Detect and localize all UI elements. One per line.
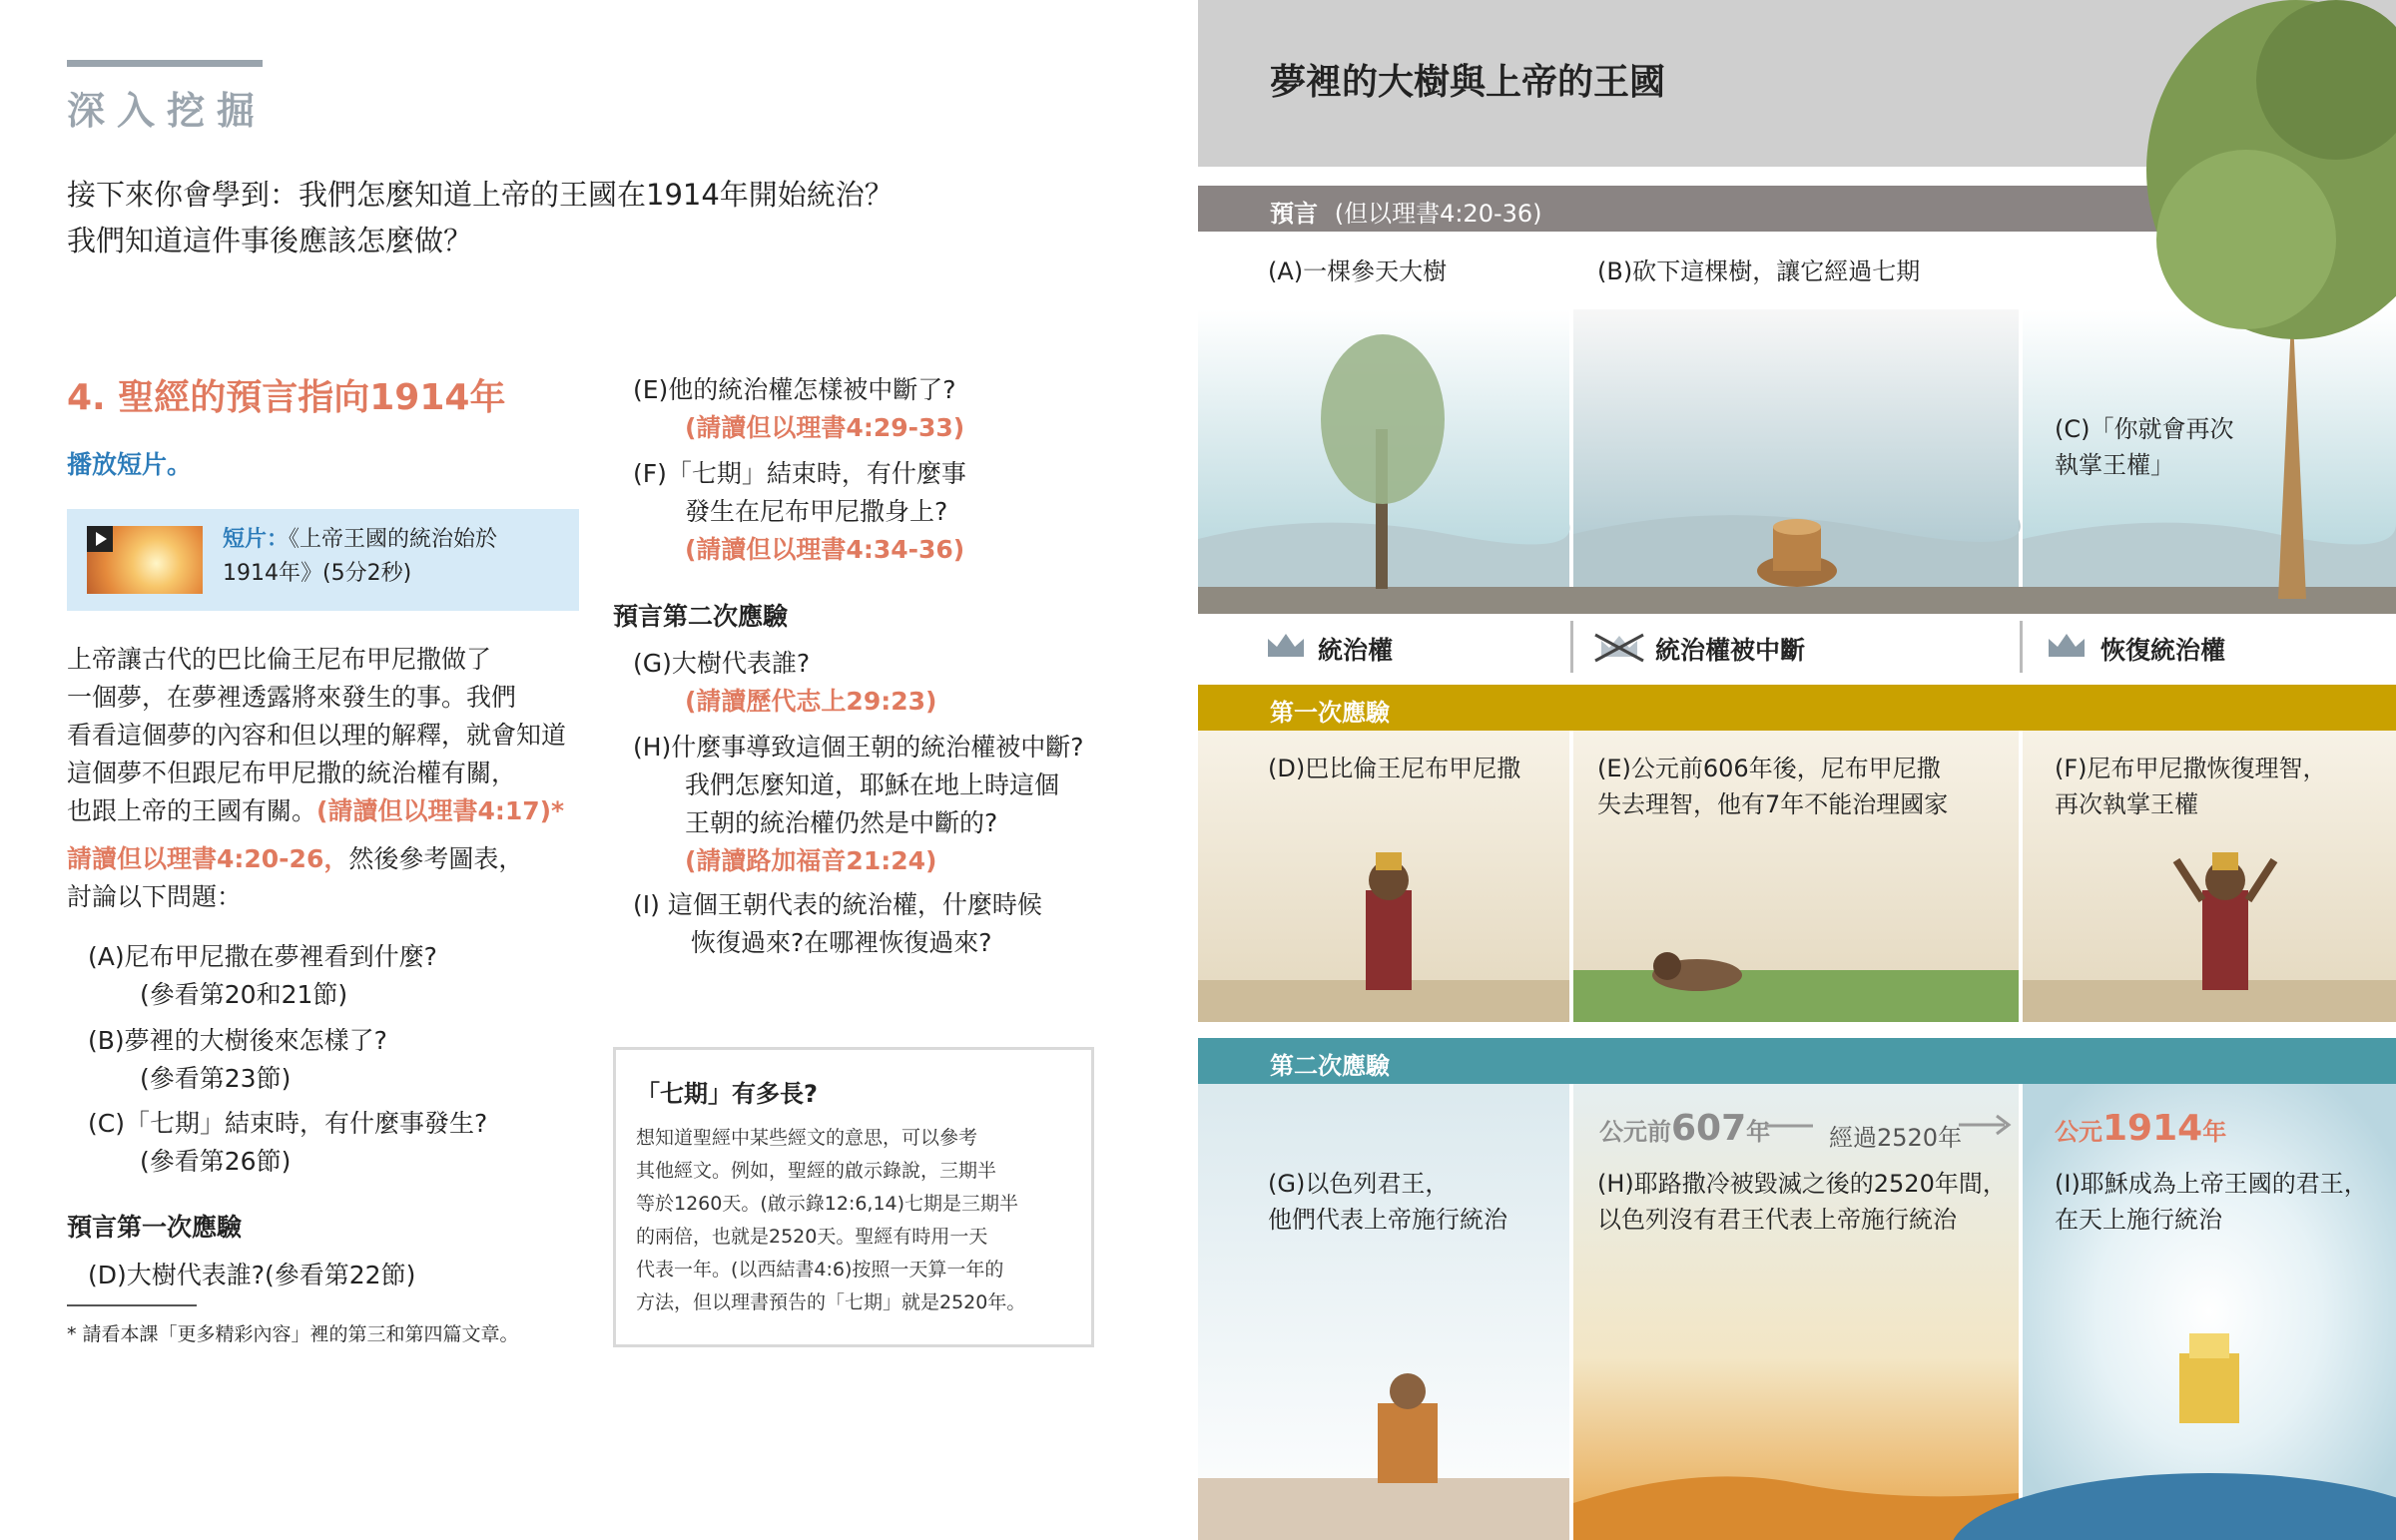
question-text: (E)他的統治權怎樣被中斷了? bbox=[633, 375, 956, 404]
question-text: (I) 這個王朝代表的統治權，什麼時候 bbox=[633, 890, 1042, 919]
years-2520-label: 經過2520年 bbox=[1829, 1124, 1963, 1152]
box-line: 等於1260天。(啟示錄12:6,14)七期是三期半 bbox=[636, 1193, 1019, 1215]
interrupted-label: 統治權被中斷 bbox=[1655, 636, 1806, 665]
question-f bbox=[633, 455, 966, 569]
caption-line: (F)尼布甲尼撒恢復理智， bbox=[2055, 755, 2327, 782]
section-rule bbox=[67, 60, 263, 67]
king-figure bbox=[1366, 852, 1412, 990]
second-fulfilment-illustrations bbox=[1198, 1084, 2396, 1540]
question-text: (B)夢裡的大樹後來怎樣了? bbox=[88, 1026, 387, 1055]
question-hint: (參看第23節) bbox=[140, 1064, 292, 1093]
question-i bbox=[633, 886, 1042, 962]
second-fulfilment-heading: 預言第二次應驗 bbox=[613, 602, 789, 631]
box-title: 「七期」有多長? bbox=[636, 1080, 818, 1108]
year-607-label bbox=[1599, 1108, 1770, 1149]
question-e bbox=[633, 371, 964, 447]
caption-line: (H)耶路撒冷被毀滅之後的2520年間， bbox=[1597, 1170, 2007, 1198]
year-suffix: 年 bbox=[2202, 1118, 2227, 1146]
caption-i bbox=[2055, 1166, 2368, 1238]
question-text: (C)「七期」結束時，有什麼事發生? bbox=[88, 1109, 488, 1138]
body-line: 這個夢不但跟尼布甲尼撒的統治權有關， bbox=[67, 759, 517, 787]
crown-icon bbox=[1266, 631, 1306, 661]
caption-line: 他們代表上帝施行統治 bbox=[1268, 1206, 1507, 1234]
question-hint: (參看第20和21節) bbox=[140, 980, 348, 1009]
scripture-ref[interactable]: (請讀歷代志上29:23) bbox=[685, 687, 937, 716]
body-line: 然後參考圖表， bbox=[348, 844, 524, 873]
video-title: 《上帝王國的統治始於 bbox=[289, 527, 498, 552]
intro-line: 接下來你會學到：我們怎麼知道上帝的王國在1914年開始統治？ bbox=[67, 178, 894, 212]
band-label: 第二次應驗 bbox=[1270, 1052, 1390, 1080]
caption-e bbox=[1597, 751, 1948, 822]
divider bbox=[1570, 621, 1573, 673]
body-line: 一個夢，在夢裡透露將來發生的事。我們 bbox=[67, 683, 517, 712]
box-line: 想知道聖經中某些經文的意思，可以參考 bbox=[636, 1127, 978, 1149]
play-icon[interactable] bbox=[87, 526, 113, 552]
question-text: 我們怎麼知道，耶穌在地上時這個 bbox=[685, 770, 1060, 799]
caption-line: 再次執掌王權 bbox=[2055, 790, 2198, 818]
caption-line: 失去理智，他有7年不能治理國家 bbox=[1597, 790, 1949, 818]
question-d: (D)大樹代表誰?(參看第22節) bbox=[88, 1261, 416, 1289]
tree-canopy bbox=[2116, 0, 2396, 359]
body-line: 上帝讓古代的巴比倫王尼布甲尼撒做了 bbox=[67, 645, 492, 674]
body-paragraph bbox=[67, 641, 586, 916]
year-number: 1914 bbox=[2102, 1108, 2203, 1149]
play-instruction: 播放短片。 bbox=[67, 450, 193, 479]
caption-line: (I)耶穌成為上帝王國的君王， bbox=[2055, 1170, 2368, 1198]
broken-crown-icon bbox=[1593, 631, 1645, 663]
body-line: 看看這個夢的內容和但以理的解釋，就會知道 bbox=[67, 721, 567, 750]
caption-f bbox=[2055, 751, 2327, 822]
chart-title: 夢裡的大樹與上帝的王國 bbox=[1270, 62, 1666, 103]
question-text: 發生在尼布甲尼撒身上? bbox=[685, 497, 948, 526]
year-prefix: 公元前 bbox=[1599, 1118, 1671, 1146]
caption-line: (C)「你就會再次 bbox=[2055, 415, 2234, 443]
video-card[interactable] bbox=[67, 509, 579, 611]
caption-h bbox=[1597, 1166, 2007, 1238]
intro-text bbox=[67, 172, 894, 263]
caption-d: (D)巴比倫王尼布甲尼撒 bbox=[1268, 755, 1521, 782]
video-prefix: 短片： bbox=[223, 527, 290, 552]
question-text: 恢復過來?在哪裡恢復過來? bbox=[691, 928, 992, 957]
question-g bbox=[633, 645, 936, 721]
body-line: 討論以下問題： bbox=[67, 882, 243, 911]
footnote-rule bbox=[67, 1304, 197, 1306]
scripture-ref[interactable]: (請讀但以理書4:17)* bbox=[316, 796, 565, 825]
year-prefix: 公元 bbox=[2055, 1118, 2102, 1146]
caption-b: (B)砍下這棵樹，讓它經過七期 bbox=[1597, 257, 1921, 285]
arrow-right-icon bbox=[1959, 1114, 2013, 1136]
prophecy-label: 預言 (但以理書4:20-36) bbox=[1270, 200, 1542, 228]
year-number: 607 bbox=[1671, 1108, 1747, 1149]
question-text: 王朝的統治權仍然是中斷的? bbox=[685, 808, 998, 837]
question-b bbox=[88, 1022, 387, 1098]
body-line: 也跟上帝的王國有關。 bbox=[67, 796, 317, 825]
caption-line: 以色列沒有君王代表上帝施行統治 bbox=[1597, 1206, 1957, 1234]
prophecy-ref: (但以理書4:20-36) bbox=[1334, 200, 1542, 228]
question-hint: (參看第26節) bbox=[140, 1147, 292, 1176]
caption-line: (E)公元前606年後，尼布甲尼撒 bbox=[1597, 755, 1941, 782]
first-fulfilment-band bbox=[1198, 685, 2396, 731]
scripture-ref[interactable]: (請讀路加福音21:24) bbox=[685, 846, 937, 875]
right-page bbox=[1198, 0, 2396, 1540]
box-line: 的兩倍，也就是2520天。聖經有時用一天 bbox=[636, 1226, 988, 1248]
scripture-ref[interactable]: (請讀但以理書4:34-36) bbox=[685, 535, 965, 564]
divider bbox=[2020, 621, 2023, 673]
question-h bbox=[633, 729, 1084, 880]
box-line: 其他經文。例如，聖經的啟示錄說，三期半 bbox=[636, 1160, 997, 1182]
question-text: (A)尼布甲尼撒在夢裡看到什麼? bbox=[88, 942, 437, 971]
restored-label: 恢復統治權 bbox=[2100, 636, 2226, 665]
section-kicker: 深入挖掘 bbox=[67, 89, 268, 133]
question-text: (F)「七期」結束時，有什麼事 bbox=[633, 459, 966, 488]
caption-line: (G)以色列君王， bbox=[1268, 1170, 1450, 1198]
caption-line: 在天上施行統治 bbox=[2055, 1206, 2222, 1234]
video-label[interactable] bbox=[223, 523, 497, 591]
caption-line: 執掌王權」 bbox=[2055, 451, 2174, 479]
video-title-2: 1914年》(5分2秒) bbox=[223, 561, 412, 586]
caption-a: (A)一棵參天大樹 bbox=[1268, 257, 1448, 285]
lesson-heading: 4. 聖經的預言指向1914年 bbox=[67, 377, 506, 418]
question-text: (G)大樹代表誰? bbox=[633, 649, 811, 678]
caption-c bbox=[2055, 411, 2233, 483]
year-1914-label bbox=[2055, 1108, 2226, 1149]
video-thumbnail[interactable] bbox=[87, 526, 203, 594]
second-fulfilment-band bbox=[1198, 1038, 2396, 1084]
box-body bbox=[636, 1122, 1075, 1319]
seven-times-box bbox=[613, 1047, 1094, 1347]
rule-label: 統治權 bbox=[1318, 636, 1394, 665]
first-fulfilment-heading: 預言第一次應驗 bbox=[67, 1213, 243, 1242]
crown-icon bbox=[2047, 631, 2087, 661]
scripture-ref[interactable]: 請讀但以理書4:20-26， bbox=[67, 844, 349, 873]
band-label: 第一次應驗 bbox=[1270, 699, 1390, 727]
timeline-line bbox=[1765, 1121, 1813, 1131]
scripture-ref[interactable]: (請讀但以理書4:29-33) bbox=[685, 413, 965, 442]
year-suffix: 年 bbox=[1746, 1118, 1771, 1146]
box-line: 代表一年。(以西結書4:6)按照一天算一年的 bbox=[636, 1259, 1004, 1281]
question-a bbox=[88, 938, 437, 1014]
question-text: (H)什麼事導致這個王朝的統治權被中斷? bbox=[633, 733, 1084, 762]
caption-g bbox=[1268, 1166, 1507, 1238]
question-c bbox=[88, 1105, 487, 1181]
intro-line: 我們知道這件事後應該怎麼做？ bbox=[67, 224, 473, 257]
footnote: * 請看本課「更多精彩內容」裡的第三和第四篇文章。 bbox=[67, 1323, 519, 1345]
box-line: 方法，但以理書預告的「七期」就是2520年。 bbox=[636, 1291, 1026, 1313]
